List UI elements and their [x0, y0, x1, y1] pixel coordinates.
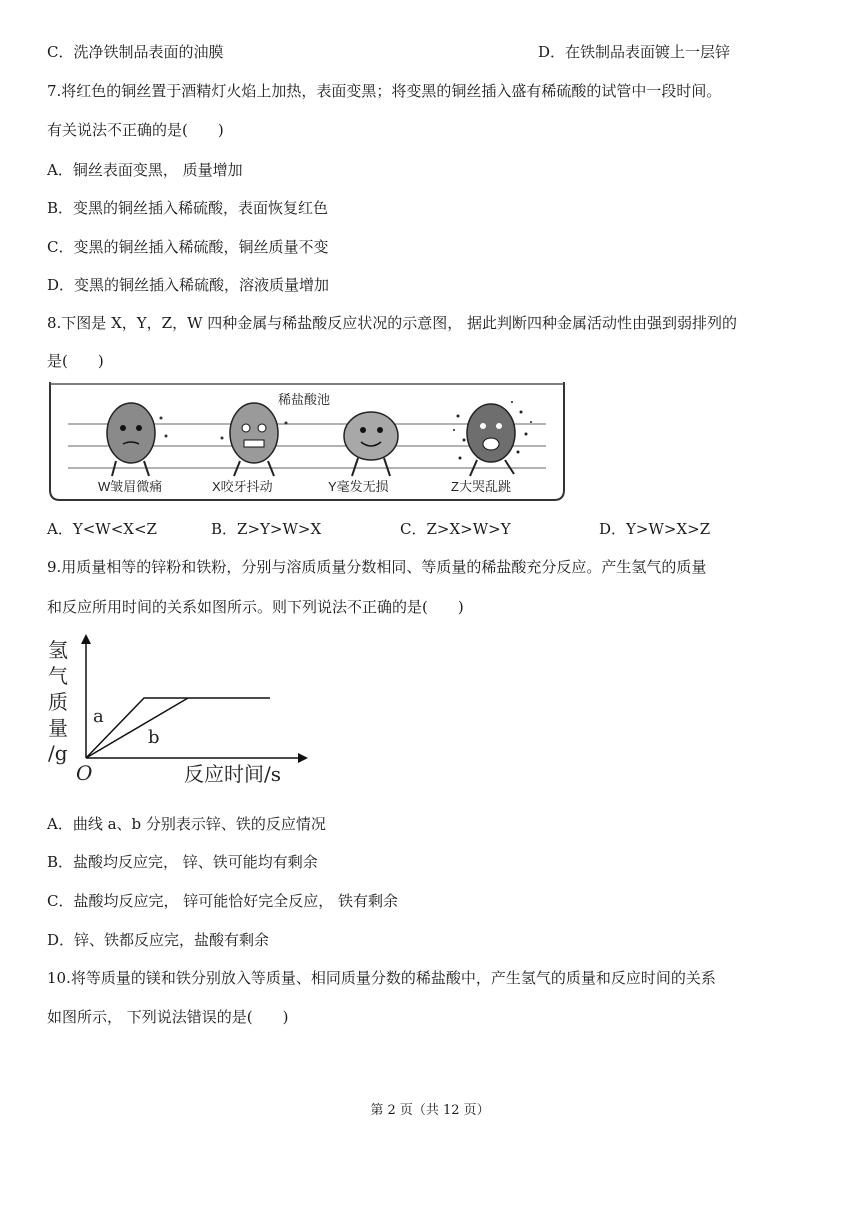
metal-w-icon	[107, 403, 168, 476]
pool-label: 稀盐酸池	[278, 392, 331, 407]
x-axis-label: 反应时间/s	[184, 762, 282, 786]
q9-option-d: D．锌、铁都反应完，盐酸有剩余	[47, 931, 270, 949]
x-axis-arrow-icon	[298, 753, 308, 763]
ylabel-char-4: 量	[48, 716, 68, 740]
ylabel-char-3: 质	[48, 690, 68, 714]
q7-option-c: C．变黑的铜丝插入稀硫酸，铜丝质量不变	[47, 238, 329, 256]
q7-stem-line2: 有关说法不正确的是( )	[47, 121, 224, 139]
metal-z-icon	[453, 401, 532, 476]
metal-y-label: Y毫发无损	[328, 479, 389, 494]
q8-stem-line1: 8.下图是 X，Y，Z，W 四种金属与稀盐酸反应状况的示意图， 据此判断四种金属活动性由强到弱排列的	[47, 314, 738, 332]
q7-stem-line1: 7.将红色的铜丝置于酒精灯火焰上加热，表面变黑；将变黑的铜丝插入盛有稀硫酸的试管中一段时间。	[47, 82, 722, 100]
q9-option-b: B．盐酸均反应完， 锌、铁可能均有剩余	[47, 853, 318, 871]
ylabel-char-2: 气	[48, 664, 68, 688]
q8-option-d: D．Y>W>X>Z	[599, 520, 711, 538]
ylabel-char-1: 氢	[48, 638, 68, 662]
q6-option-d: D．在铁制品表面镀上一层锌	[538, 43, 731, 61]
q9-stem-line2: 和反应所用时间的关系如图所示。则下列说法不正确的是( )	[47, 598, 464, 616]
y-axis-arrow-icon	[81, 634, 91, 644]
metal-z-label: Z大哭乱跳	[451, 479, 511, 494]
curve-b-label: b	[148, 727, 160, 748]
origin-label: O	[76, 761, 93, 785]
metal-w-label: W皱眉微痛	[98, 479, 163, 494]
metal-y-icon	[344, 412, 398, 476]
metal-x-label: X咬牙抖动	[212, 479, 273, 494]
q10-stem-line1: 10.将等质量的镁和铁分别放入等质量、相同质量分数的稀盐酸中，产生氢气的质量和反应时间的关系	[47, 969, 716, 987]
q6-option-c: C．洗净铁制品表面的油膜	[47, 43, 224, 61]
q7-option-b: B．变黑的铜丝插入稀硫酸，表面恢复红色	[47, 199, 329, 217]
q7-option-d: D．变黑的铜丝插入稀硫酸，溶液质量增加	[47, 276, 330, 294]
hydrogen-mass-graph	[46, 630, 316, 792]
q7-option-a: A．铜丝表面变黑， 质量增加	[47, 161, 243, 179]
page-footer: 第 2 页（共 12 页）	[370, 1103, 490, 1118]
q8-stem-line2: 是( )	[47, 352, 104, 370]
metal-reaction-figure	[46, 378, 568, 506]
q9-option-a: A．曲线 a、b 分别表示锌、铁的反应情况	[47, 815, 326, 833]
q8-option-b: B．Z>Y>W>X	[211, 520, 322, 538]
q9-option-c: C．盐酸均反应完， 锌可能恰好完全反应， 铁有剩余	[47, 892, 399, 910]
q9-stem-line1: 9.用质量相等的锌粉和铁粉，分别与溶质质量分数相同、等质量的稀盐酸充分反应。产生氢气的质量	[47, 558, 707, 576]
q8-option-a: A．Y<W<X<Z	[47, 520, 157, 538]
q10-stem-line2: 如图所示， 下列说法错误的是( )	[47, 1008, 289, 1026]
curve-a-line	[86, 698, 270, 758]
q8-option-c: C．Z>X>W>Y	[400, 520, 511, 538]
ylabel-unit: /g	[48, 741, 68, 765]
metal-x-icon	[221, 403, 288, 476]
curve-a-label: a	[93, 706, 104, 727]
